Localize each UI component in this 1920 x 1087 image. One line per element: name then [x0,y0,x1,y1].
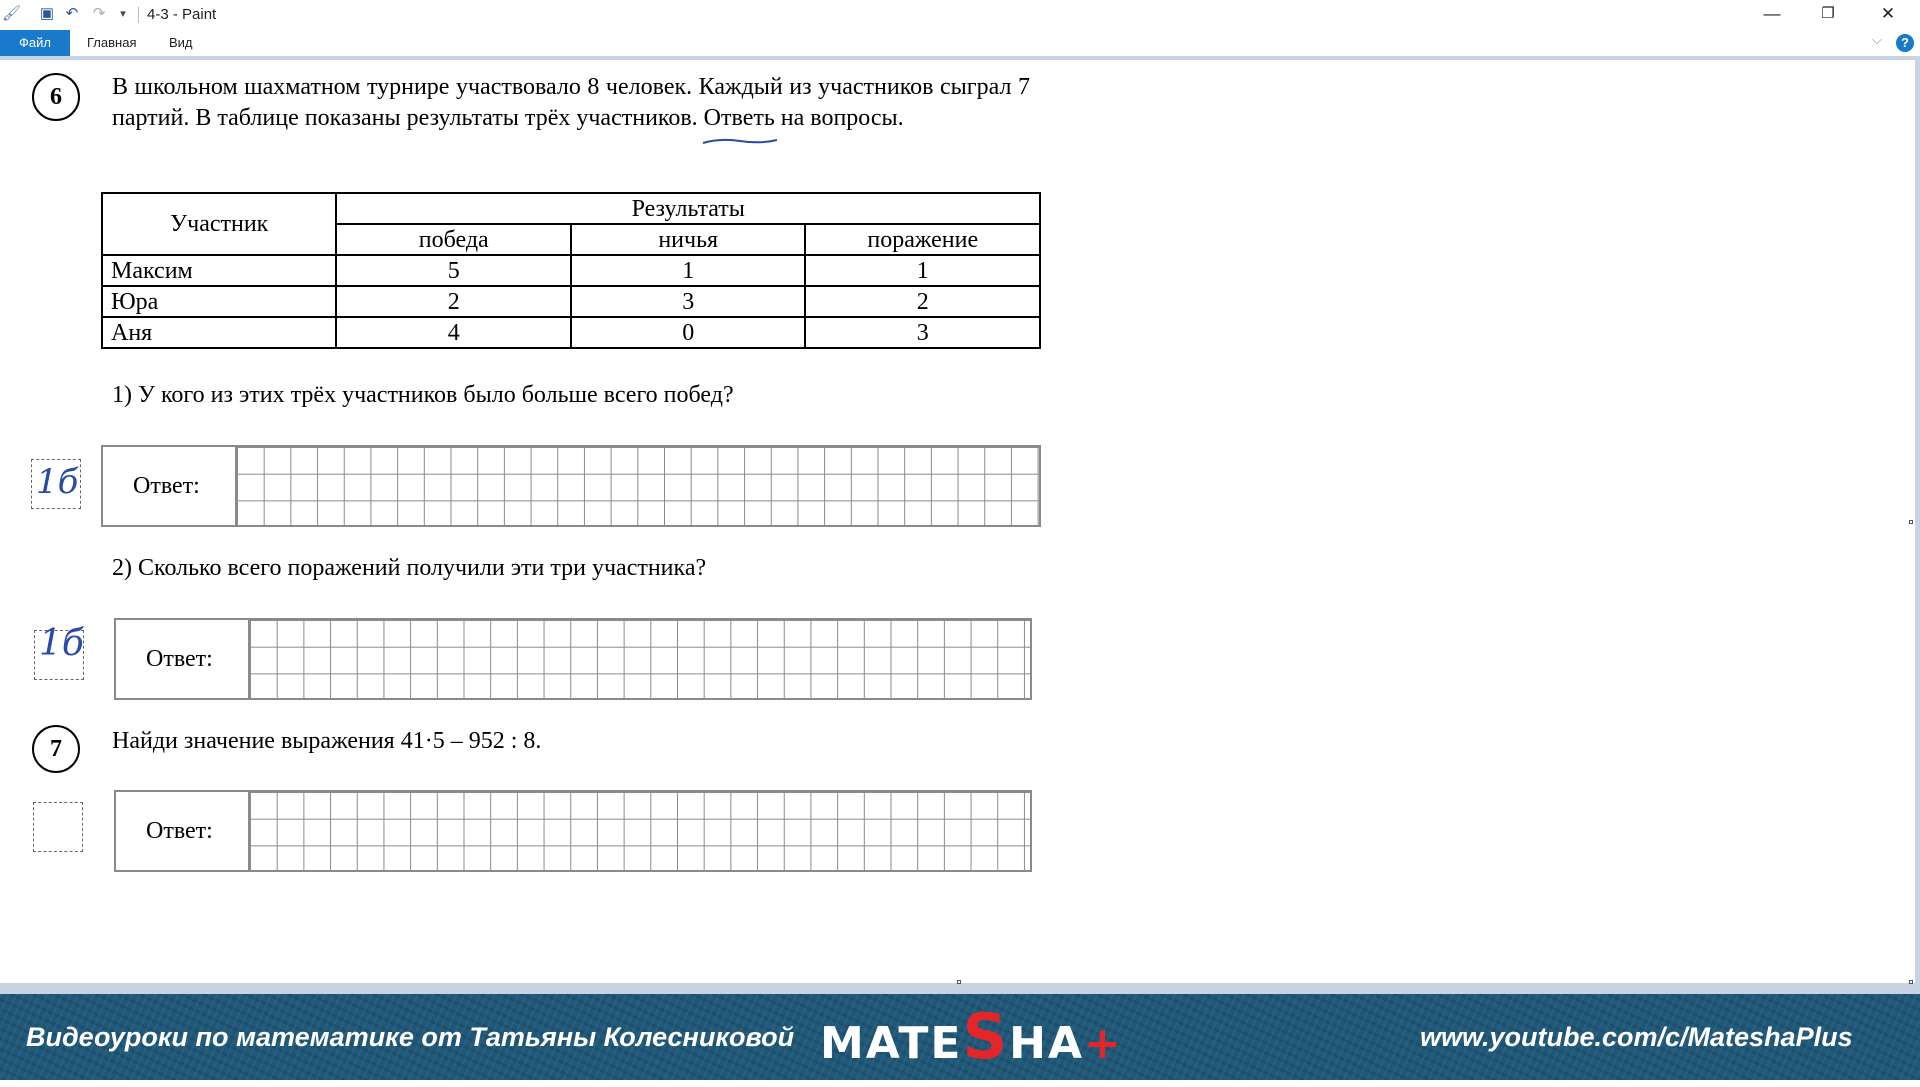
task-6-number: 6 [32,73,80,121]
table-cell: 3 [571,286,805,317]
question-2: 2) Сколько всего поражений получили эти три участника? [112,555,707,581]
table-cell: 1 [805,255,1040,286]
table-cell: 2 [336,286,570,317]
paint-icon[interactable]: 🖌 [2,5,22,22]
answer-label: Ответ: [146,818,213,844]
header-draw: ничья [571,224,805,255]
results-table [101,192,1041,349]
answer-grid[interactable] [248,620,1030,698]
participant-name: Максим [102,255,336,286]
workspace [0,56,1920,994]
tab-file[interactable]: Файл [0,30,70,56]
logo-s: S [962,1000,1010,1073]
ribbon [0,30,1920,56]
table-row [102,255,1040,286]
header-loss: поражение [805,224,1040,255]
score-box-2 [34,623,84,680]
window-title: 4-3 - Paint [147,6,217,23]
resize-handle-bottom[interactable] [957,980,961,984]
header-results: Результаты [336,193,1040,224]
canvas[interactable] [0,60,1915,983]
score-2: 1б [39,623,84,664]
score-box-1 [31,459,81,509]
save-icon[interactable]: ▣ [39,5,55,22]
customize-quick-access-button[interactable]: ▾ [120,8,126,20]
logo-part2: HA [1009,1018,1085,1069]
header-participant: Участник [102,193,336,255]
table-cell: 3 [805,317,1040,348]
resize-handle-corner[interactable] [1909,980,1913,984]
answer-grid[interactable] [235,447,1039,525]
help-icon[interactable]: ? [1896,34,1914,52]
tab-view[interactable]: Вид [169,35,193,50]
answer-box-1[interactable] [101,445,1041,527]
score-1: 1б [36,462,79,502]
footer-left-text: Видеоуроки по математике от Татьяны Колесниковой [26,1022,795,1052]
undo-icon[interactable]: ↶ [65,5,79,22]
task-7-text: Найди значение выражения 41·5 – 952 : 8. [112,728,542,754]
tab-home[interactable]: Главная [87,35,137,50]
table-cell: 0 [571,317,805,348]
collapse-ribbon-icon[interactable]: ⌵ [1872,32,1882,47]
task-6-text: В школьном шахматном турнире участвовало 8 человек. Каждый из участников сыграл 7 партий. В таблице показаны результаты трёх участников. Ответь на вопросы. [112,74,1030,131]
footer-banner [0,994,1920,1080]
answer-label: Ответ: [133,473,200,499]
table-cell: 4 [336,317,570,348]
table-cell: 5 [336,255,570,286]
question-1: 1) У кого из этих трёх участников было больше всего побед? [112,382,734,408]
participant-name: Аня [102,317,336,348]
score-box-3 [33,802,83,852]
answer-label: Ответ: [146,646,213,672]
answer-box-3[interactable] [114,790,1032,872]
logo-part1: MATE [820,1018,963,1069]
participant-name: Юра [102,286,336,317]
header-win: победа [336,224,570,255]
task-7-number: 7 [32,725,80,773]
maximize-button[interactable]: ❐ [1821,5,1835,22]
answer-grid[interactable] [248,792,1030,870]
table-row [102,286,1040,317]
footer-right-text: www.youtube.com/c/MateshaPlus [1420,1022,1853,1052]
ink-underline [700,136,780,148]
table-row [102,317,1040,348]
logo-plus: + [1084,1018,1123,1069]
matesha-logo [820,994,1123,1080]
title-bar [0,0,1920,30]
minimize-button[interactable]: — [1763,4,1781,23]
table-cell: 1 [571,255,805,286]
title-separator [138,7,139,23]
table-cell: 2 [805,286,1040,317]
close-button[interactable]: ✕ [1880,4,1896,23]
resize-handle-right[interactable] [1909,520,1913,524]
answer-box-2[interactable] [114,618,1032,700]
redo-icon[interactable]: ↷ [92,5,106,22]
